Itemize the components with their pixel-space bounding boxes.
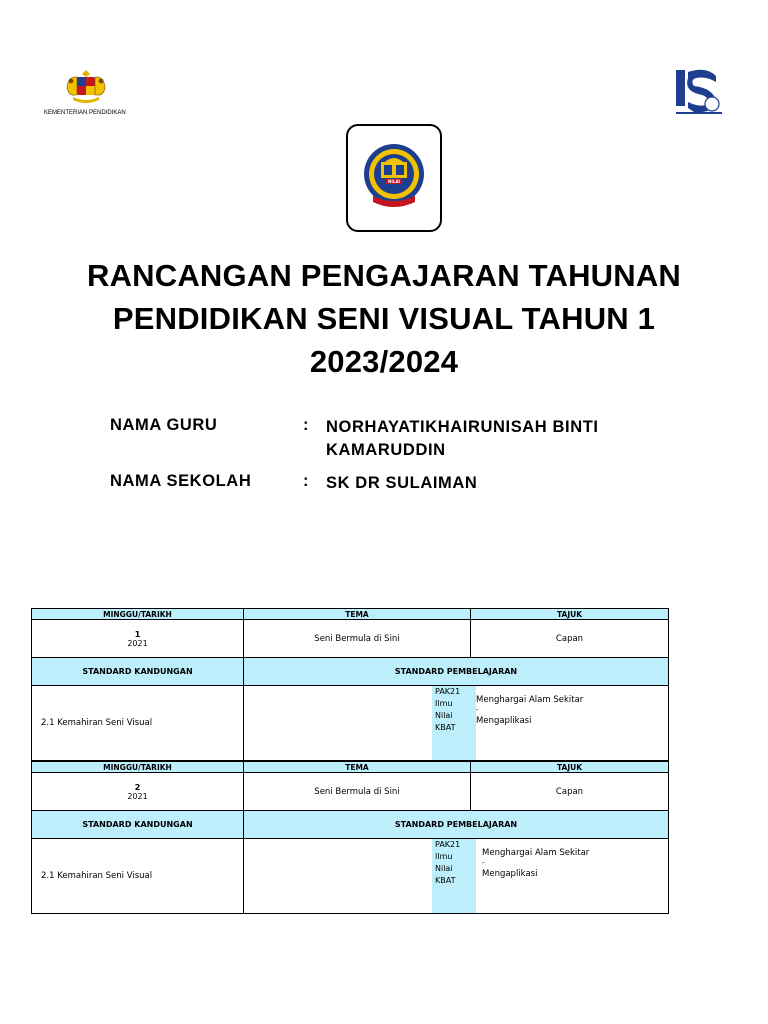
tag-kbat: KBAT [435,723,456,732]
title-line-3: 2023/2024 [309,344,459,379]
school-badge-icon [361,140,427,216]
week-number: 2 [134,782,141,792]
school-colon: : [303,472,310,490]
value-text-1: Menghargai Alam Sekitar [476,695,584,705]
week-table [31,761,669,914]
school-badge-frame [346,124,442,232]
week-row [32,773,669,811]
content-standard-header: STANDARD KANDUNGAN [32,811,244,839]
value-dash: - [476,706,479,714]
theme-cell: Seni Bermula di Sini [244,773,471,811]
learning-standard-cell [244,839,669,914]
info-block [110,416,670,492]
theme-header: TEMA [244,762,471,773]
standards-row [32,839,669,914]
week-year: 2021 [127,638,148,648]
teacher-label: NAMA GURU [110,416,218,434]
tag-kbat: KBAT [435,876,456,885]
ministry-logo [44,68,128,120]
standards-header-row [32,658,669,686]
teacher-colon: : [303,416,310,434]
tag-column [432,839,476,913]
week-number: 1 [134,629,141,639]
week-year: 2021 [127,791,148,801]
teacher-value: NORHAYATIKHAIRUNISAH BINTI KAMARUDDIN [326,418,599,459]
partner-logo-icon [676,68,722,118]
learning-standard-header: STANDARD PEMBELAJARAN [244,658,669,686]
topic-header: TAJUK [471,609,669,620]
teacher-row [110,416,670,472]
title-line-2: PENDIDIKAN SENI VISUAL TAHUN 1 [112,301,656,336]
tag-nilai: Nilai [435,711,453,720]
theme-header: TEMA [244,609,471,620]
standards-row [32,686,669,761]
content-standard-cell: 2.1 Kemahiran Seni Visual [32,839,244,914]
week-cell [32,773,244,811]
title-line-1: RANCANGAN PENGAJARAN TAHUNAN [86,258,682,293]
values-column [476,694,583,727]
learning-standard-cell [244,686,669,761]
coat-of-arms-icon [62,68,110,108]
topic-cell: Capan [471,620,669,658]
week-header: MINGGU/TARIKH [32,762,244,773]
values-column [482,847,589,880]
tag-pak21: PAK21 [435,840,461,849]
value-text-2: Mengaplikasi [482,869,538,879]
partner-logo [676,68,722,118]
school-label: NAMA SEKOLAH [110,472,252,490]
value-dash: - [482,859,485,867]
value-text-1: Menghargai Alam Sekitar [482,848,590,858]
week-row [32,620,669,658]
tag-nilai: Nilai [435,864,453,873]
topic-cell: Capan [471,773,669,811]
ministry-caption: KEMENTERIAN PENDIDIKAN [44,110,126,116]
theme-cell: Seni Bermula di Sini [244,620,471,658]
tag-pak21: PAK21 [435,687,461,696]
week-header-row [32,762,669,773]
tag-column [432,686,476,760]
topic-header: TAJUK [471,762,669,773]
week-header-row [32,609,669,620]
tag-ilmu: Ilmu [435,852,453,861]
tag-ilmu: Ilmu [435,699,453,708]
week-cell [32,620,244,658]
school-row [110,472,670,528]
content-standard-cell: 2.1 Kemahiran Seni Visual [32,686,244,761]
content-standard-header: STANDARD KANDUNGAN [32,658,244,686]
value-text-2: Mengaplikasi [476,716,532,726]
week-header: MINGGU/TARIKH [32,609,244,620]
week-table [31,608,669,761]
learning-standard-header: STANDARD PEMBELAJARAN [244,811,669,839]
school-badge-text: NILAI [388,179,400,184]
document-title [0,256,768,385]
standards-header-row [32,811,669,839]
school-value: SK DR SULAIMAN [326,474,478,492]
